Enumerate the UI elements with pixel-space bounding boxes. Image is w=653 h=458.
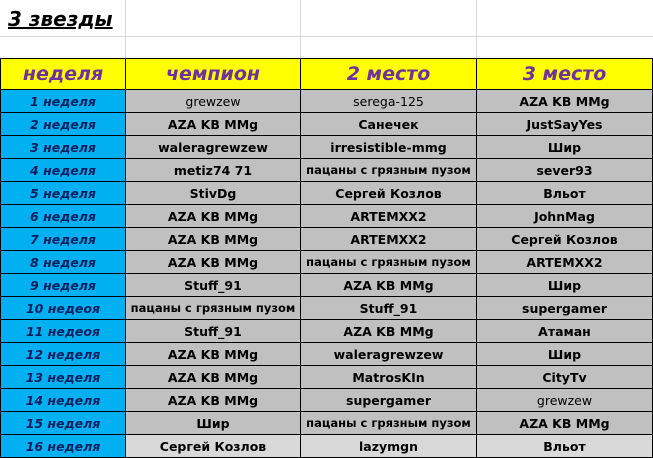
second-place-cell[interactable]: AZA KB MMg [301,320,477,343]
champion-cell[interactable]: Stuff_91 [126,320,301,343]
header-champion[interactable]: чемпион [126,59,301,90]
standings-table [0,58,653,458]
third-place-cell[interactable]: Шир [477,136,653,159]
second-place-cell[interactable]: пацаны с грязным пузом [301,251,477,274]
table-row [1,343,653,366]
week-cell[interactable]: 14 неделя [1,389,126,412]
second-place-cell[interactable]: пацаны с грязным пузом [301,159,477,182]
header-third-place[interactable]: 3 место [477,59,653,90]
second-place-cell[interactable]: waleragrewzew [301,343,477,366]
header-second-place[interactable]: 2 место [301,59,477,90]
champion-cell[interactable]: AZA KB MMg [126,251,301,274]
third-place-cell[interactable]: sever93 [477,159,653,182]
table-row [1,159,653,182]
week-cell[interactable]: 9 неделя [1,274,126,297]
third-place-cell[interactable]: Сергей Козлов [477,228,653,251]
third-place-cell[interactable]: Шир [477,274,653,297]
second-place-cell[interactable]: lazymgn [301,435,477,458]
table-row [1,297,653,320]
second-place-cell[interactable]: ARTEMXX2 [301,205,477,228]
champion-cell[interactable]: AZA KB MMg [126,366,301,389]
champion-cell[interactable]: waleragrewzew [126,136,301,159]
table-row [1,320,653,343]
champion-cell[interactable]: пацаны с грязным пузом [126,297,301,320]
third-place-cell[interactable]: Вльот [477,182,653,205]
champion-cell[interactable]: AZA KB MMg [126,343,301,366]
champion-cell[interactable]: grewzew [126,90,301,113]
gridline [125,0,126,60]
week-cell[interactable]: 11 недеоя [1,320,126,343]
week-cell[interactable]: 4 неделя [1,159,126,182]
champion-cell[interactable]: AZA KB MMg [126,228,301,251]
table-row [1,251,653,274]
second-place-cell[interactable]: AZA KB MMg [301,274,477,297]
week-cell[interactable]: 3 неделя [1,136,126,159]
second-place-cell[interactable]: MatrosKIn [301,366,477,389]
third-place-cell[interactable]: JustSayYes [477,113,653,136]
third-place-cell[interactable]: ARTEMXX2 [477,251,653,274]
gridline [476,0,477,60]
table-row [1,389,653,412]
table-row [1,182,653,205]
table-row [1,412,653,435]
champion-cell[interactable]: Stuff_91 [126,274,301,297]
second-place-cell[interactable]: ARTEMXX2 [301,228,477,251]
table-row [1,366,653,389]
week-cell[interactable]: 15 неделя [1,412,126,435]
second-place-cell[interactable]: serega-125 [301,90,477,113]
week-cell[interactable]: 7 неделя [1,228,126,251]
week-cell[interactable]: 16 неделя [1,435,126,458]
header-week[interactable]: неделя [1,59,126,90]
table-row [1,90,653,113]
third-place-cell[interactable]: CityTv [477,366,653,389]
week-cell[interactable]: 2 неделя [1,113,126,136]
third-place-cell[interactable]: grewzew [477,389,653,412]
week-cell[interactable]: 12 неделя [1,343,126,366]
third-place-cell[interactable]: Вльот [477,435,653,458]
second-place-cell[interactable]: supergamer [301,389,477,412]
champion-cell[interactable]: AZA KB MMg [126,113,301,136]
table-row [1,274,653,297]
week-cell[interactable]: 13 неделя [1,366,126,389]
gridline [0,36,653,37]
third-place-cell[interactable]: supergamer [477,297,653,320]
table-row [1,435,653,458]
third-place-cell[interactable]: JohnMag [477,205,653,228]
table-row [1,136,653,159]
champion-cell[interactable]: Шир [126,412,301,435]
third-place-cell[interactable]: Шир [477,343,653,366]
table-row [1,113,653,136]
week-cell[interactable]: 8 неделя [1,251,126,274]
second-place-cell[interactable]: Санечек [301,113,477,136]
week-cell[interactable]: 5 неделя [1,182,126,205]
champion-cell[interactable]: AZA KB MMg [126,389,301,412]
champion-cell[interactable]: Сергей Козлов [126,435,301,458]
third-place-cell[interactable]: Атаман [477,320,653,343]
champion-cell[interactable]: AZA KB MMg [126,205,301,228]
champion-cell[interactable]: StivDg [126,182,301,205]
second-place-cell[interactable]: irresistible-mmg [301,136,477,159]
champion-cell[interactable]: metiz74 71 [126,159,301,182]
sheet-title[interactable]: 3 звезды [8,7,113,31]
week-cell[interactable]: 10 недеоя [1,297,126,320]
third-place-cell[interactable]: AZA KB MMg [477,412,653,435]
week-cell[interactable]: 1 неделя [1,90,126,113]
second-place-cell[interactable]: Сергей Козлов [301,182,477,205]
table-row [1,205,653,228]
second-place-cell[interactable]: пацаны с грязным пузом [301,412,477,435]
week-cell[interactable]: 6 неделя [1,205,126,228]
gridline [300,0,301,60]
second-place-cell[interactable]: Stuff_91 [301,297,477,320]
header-row [1,59,653,90]
table-row [1,228,653,251]
third-place-cell[interactable]: AZA KB MMg [477,90,653,113]
